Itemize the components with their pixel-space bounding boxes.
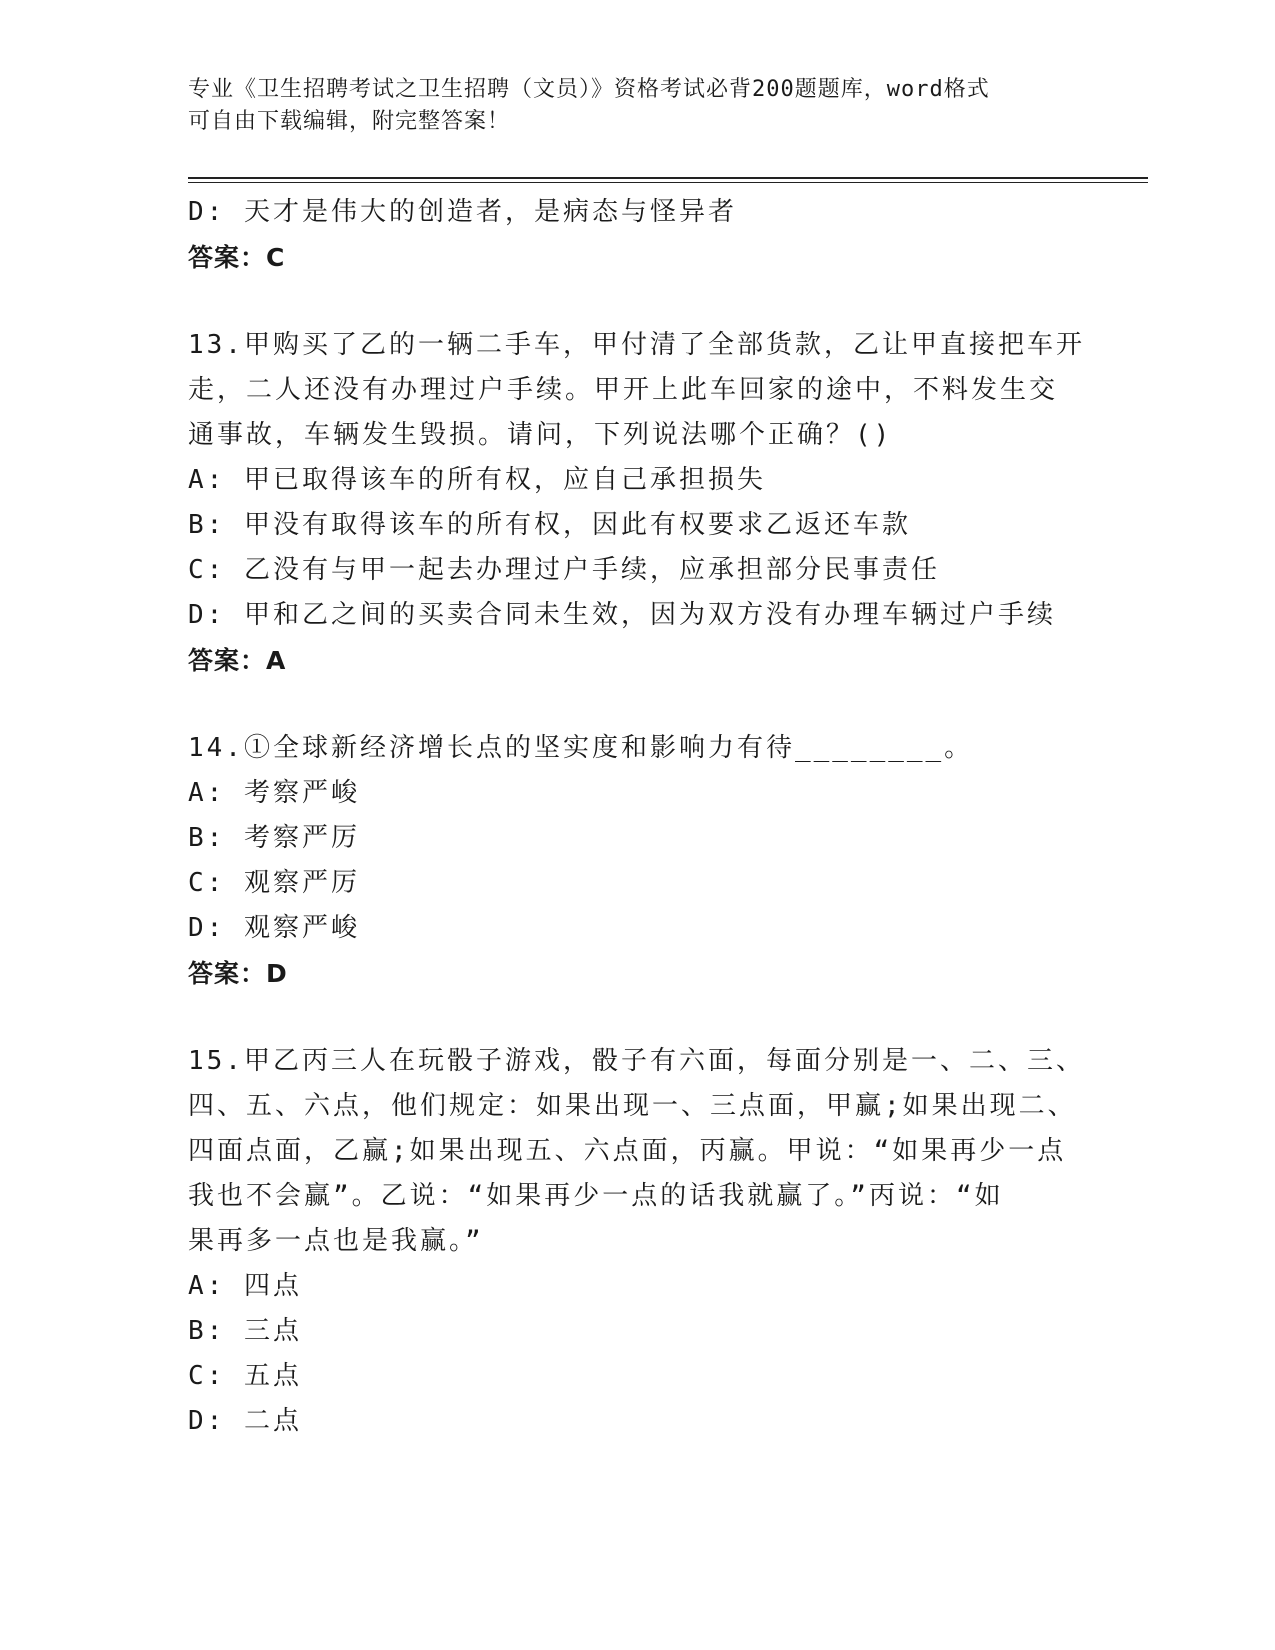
header-line-1: 专业《卫生招聘考试之卫生招聘（文员）》资格考试必背200题题库，word格式 bbox=[188, 77, 990, 102]
question-stem-line: 15.甲乙丙三人在玩骰子游戏，骰子有六面，每面分别是一、二、三、 bbox=[188, 1046, 1085, 1076]
answer-line: 答案：D bbox=[188, 959, 288, 988]
question-stem-line: 四面点面，乙赢;如果出现五、六点面，丙赢。甲说：“如果再少一点 bbox=[188, 1136, 1067, 1166]
question-14 bbox=[188, 726, 1088, 996]
document-body bbox=[188, 190, 1088, 1444]
spacer bbox=[188, 683, 1088, 726]
question-stem-line: 13.甲购买了乙的一辆二手车，甲付清了全部货款，乙让甲直接把车开 bbox=[188, 330, 1085, 360]
option-d: D: 天才是伟大的创造者，是病态与怪异者 bbox=[188, 197, 737, 227]
option-d: D: 观察严峻 bbox=[188, 913, 360, 943]
answer-line: 答案：C bbox=[188, 243, 286, 272]
spacer bbox=[188, 996, 1088, 1039]
option-c: C: 五点 bbox=[188, 1361, 302, 1391]
option-c: C: 乙没有与甲一起去办理过户手续，应承担部分民事责任 bbox=[188, 555, 940, 585]
answer-line: 答案：A bbox=[188, 646, 287, 675]
option-a: A: 考察严峻 bbox=[188, 778, 360, 808]
option-d: D: 甲和乙之间的买卖合同未生效，因为双方没有办理车辆过户手续 bbox=[188, 600, 1056, 630]
option-a: A: 四点 bbox=[188, 1271, 302, 1301]
question-stem-line: 四、五、六点，他们规定：如果出现一、三点面，甲赢;如果出现二、 bbox=[188, 1091, 1077, 1121]
header-divider-thick bbox=[188, 177, 1148, 179]
header-line-2: 可自由下载编辑，附完整答案！ bbox=[188, 109, 511, 134]
header-divider-thin bbox=[188, 182, 1148, 183]
question-stem-line: 我也不会赢”。乙说：“如果再少一点的话我就赢了。”丙说：“如 bbox=[188, 1181, 1004, 1211]
option-a: A: 甲已取得该车的所有权，应自己承担损失 bbox=[188, 465, 766, 495]
question-stem-line: 走，二人还没有办理过户手续。甲开上此车回家的途中，不料发生交 bbox=[188, 375, 1059, 405]
question-13 bbox=[188, 323, 1088, 683]
spacer bbox=[188, 280, 1088, 323]
option-c: C: 观察严厉 bbox=[188, 868, 360, 898]
question-stem-line: 通事故，车辆发生毁损。请问，下列说法哪个正确？() bbox=[188, 420, 893, 450]
option-b: B: 甲没有取得该车的所有权，因此有权要求乙返还车款 bbox=[188, 510, 911, 540]
question-15 bbox=[188, 1039, 1088, 1444]
document-header bbox=[188, 74, 1068, 138]
question-stem-line: 14.①全球新经济增长点的坚实度和影响力有待________。 bbox=[188, 733, 974, 763]
option-d: D: 二点 bbox=[188, 1406, 302, 1436]
question-stem-line: 果再多一点也是我赢。” bbox=[188, 1226, 484, 1256]
option-b: B: 考察严厉 bbox=[188, 823, 360, 853]
option-b: B: 三点 bbox=[188, 1316, 302, 1346]
